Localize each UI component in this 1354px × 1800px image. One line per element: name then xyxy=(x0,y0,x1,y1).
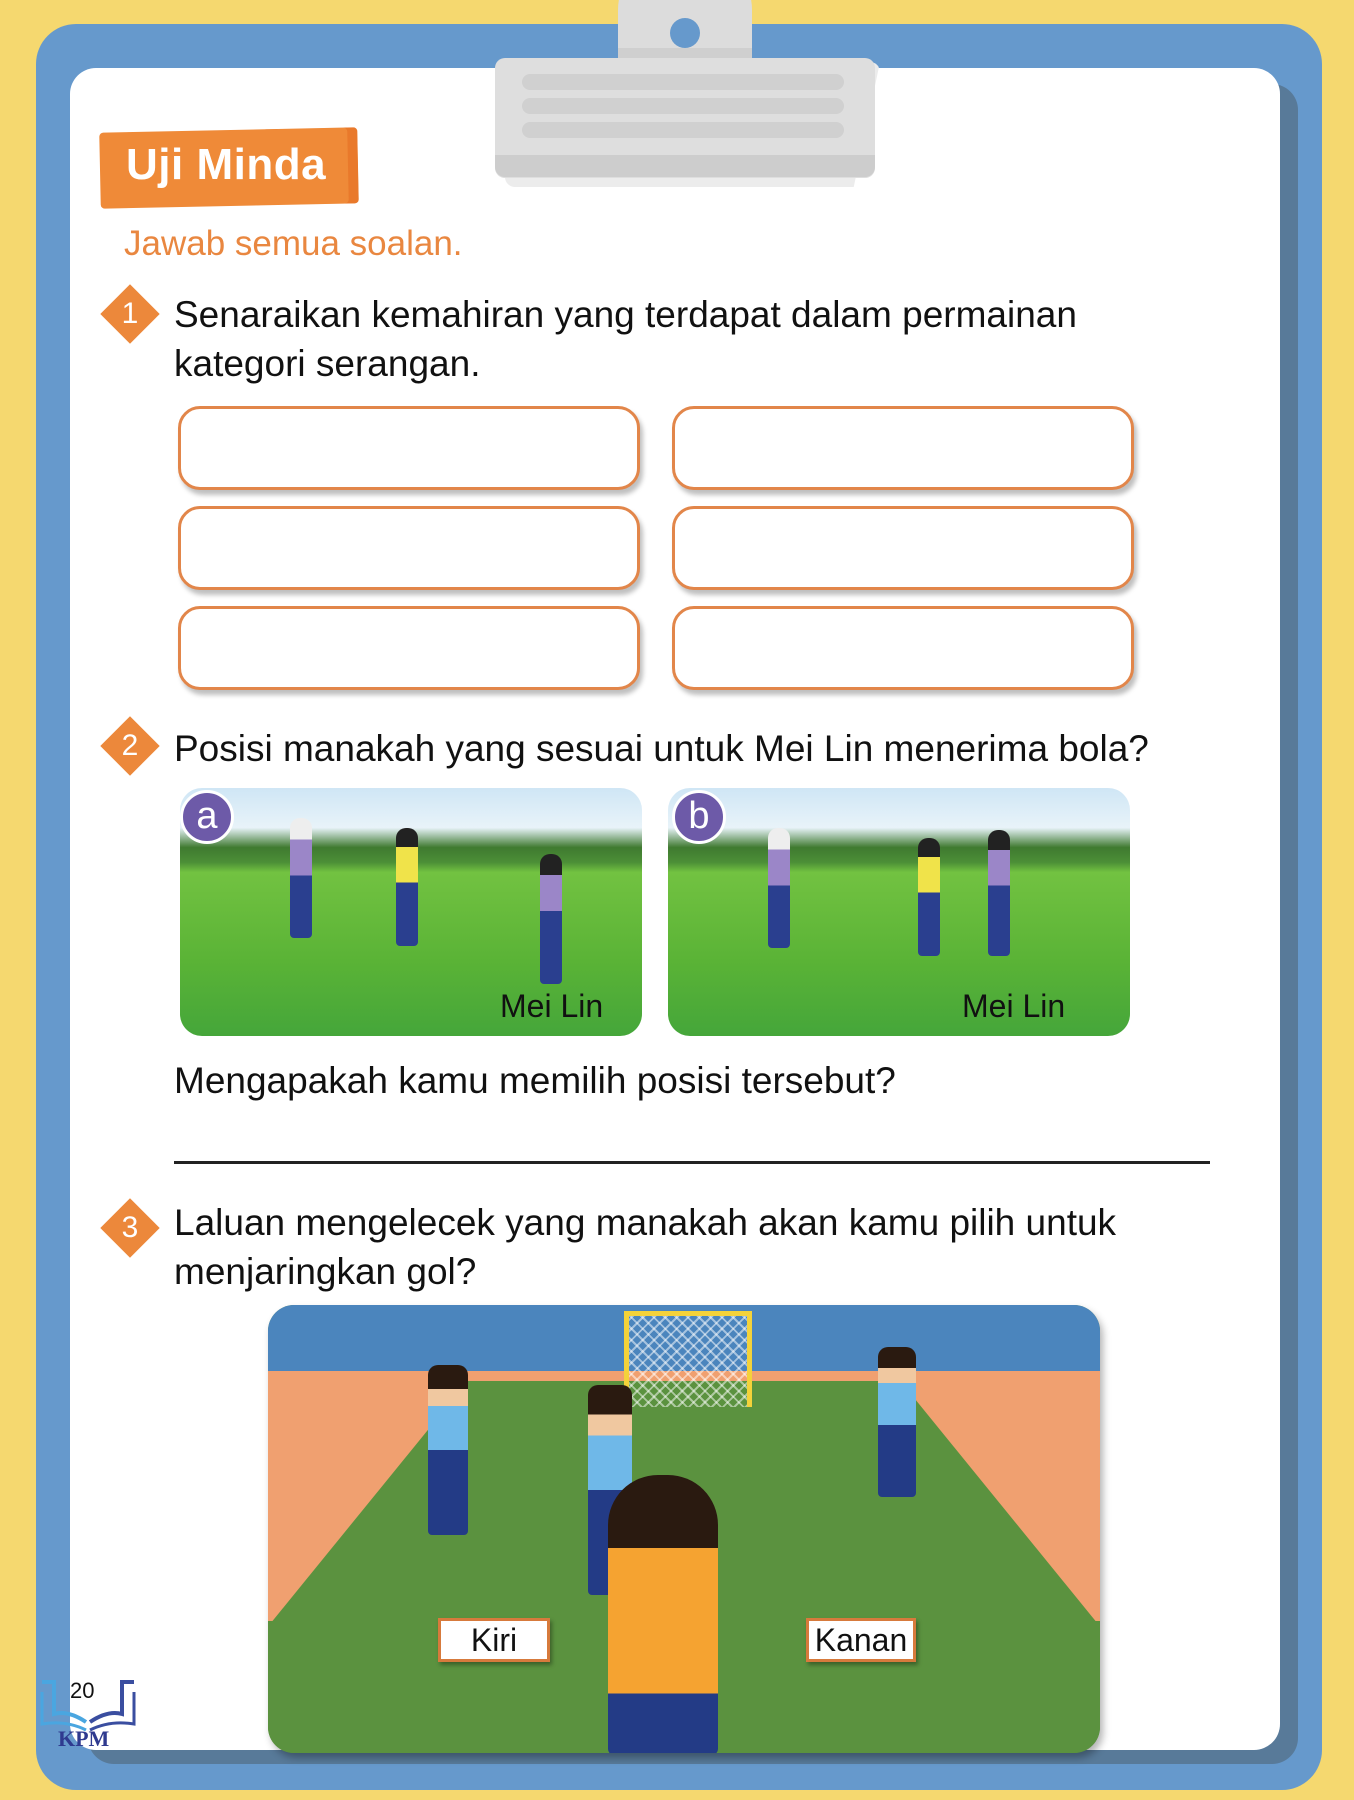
option-b-caption: Mei Lin xyxy=(962,988,1066,1024)
defender-figure xyxy=(428,1365,468,1535)
question-number-badge: 1 xyxy=(100,284,160,344)
player-figure xyxy=(768,828,790,948)
answer-line[interactable] xyxy=(174,1161,1210,1164)
page-number: 20 xyxy=(70,1678,95,1703)
clip-grip-line xyxy=(522,74,844,90)
question-number-badge: 2 xyxy=(100,716,160,776)
answer-box-2[interactable] xyxy=(672,406,1134,490)
option-a-badge: a xyxy=(180,790,234,844)
player-figure xyxy=(290,818,312,938)
instruction-text: Jawab semua soalan. xyxy=(124,224,463,263)
answer-box-1[interactable] xyxy=(178,406,640,490)
clip-grip-line xyxy=(522,122,844,138)
kpm-logo xyxy=(38,1674,138,1764)
defender-figure xyxy=(878,1347,916,1497)
answer-box-6[interactable] xyxy=(672,606,1134,690)
player-figure-mei-lin xyxy=(988,830,1010,956)
question-2-text: Posisi manakah yang sesuai untuk Mei Lin menerima bola? xyxy=(174,728,1149,769)
publisher-logo-text: KPM xyxy=(58,1726,110,1751)
question-number-badge: 3 xyxy=(100,1198,160,1258)
section-tag-title: Uji Minda xyxy=(126,140,327,189)
player-figure xyxy=(918,838,940,956)
clip-grip-line xyxy=(522,98,844,114)
football-field-image xyxy=(268,1305,1100,1753)
answer-box-3[interactable] xyxy=(178,506,640,590)
player-figure-mei-lin xyxy=(540,854,562,984)
path-label-left[interactable]: Kiri xyxy=(438,1618,550,1662)
path-label-right[interactable]: Kanan xyxy=(806,1618,916,1662)
question-2-followup: Mengapakah kamu memilih posisi tersebut? xyxy=(174,1060,896,1101)
clip-hole xyxy=(670,18,700,48)
player-figure xyxy=(396,828,418,946)
question-1-text: Senaraikan kemahiran yang terdapat dalam permainan kategori serangan. xyxy=(174,294,1077,384)
answer-box-5[interactable] xyxy=(178,606,640,690)
answer-box-4[interactable] xyxy=(672,506,1134,590)
attacker-figure xyxy=(608,1475,718,1753)
option-b-badge: b xyxy=(672,790,726,844)
clip-foot xyxy=(495,155,875,177)
goal-post xyxy=(624,1311,752,1407)
option-a-caption: Mei Lin xyxy=(500,988,604,1024)
question-3-text: Laluan mengelecek yang manakah akan kamu pilih untuk menjaringkan gol? xyxy=(174,1202,1117,1292)
